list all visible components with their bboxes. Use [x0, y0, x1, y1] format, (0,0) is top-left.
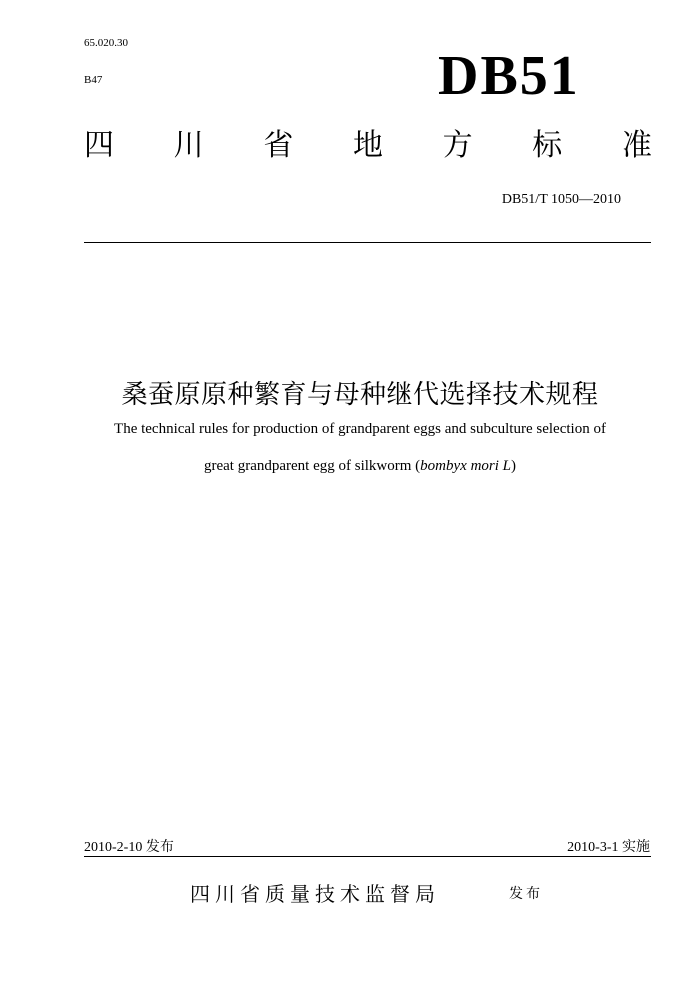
- standard-type-char: 川: [173, 128, 204, 163]
- species-name: bombyx mori L: [420, 458, 511, 474]
- bottom-divider: [84, 856, 651, 857]
- chinese-title: 桑蚕原原种繁育与母种继代选择技术规程: [121, 380, 599, 410]
- issue-date: [84, 836, 174, 856]
- ccs-code: B47: [84, 74, 103, 86]
- standard-type-char: 准: [621, 128, 652, 163]
- english-title-line2-suffix: ): [511, 458, 516, 474]
- issuing-authority-suffix: 发布: [509, 886, 543, 902]
- english-title-line2-prefix: great grandparent egg of silkworm (: [203, 458, 421, 474]
- standard-type-char: 四: [84, 128, 114, 163]
- top-divider: [84, 242, 651, 243]
- english-title-line1: The technical rules for production of grandparent eggs and subculture selection of: [114, 421, 606, 437]
- implement-date: [567, 836, 650, 856]
- issuing-authority: 四川省质量技术监督局: [190, 882, 440, 906]
- issue-date-value: 2010-2-10: [84, 840, 143, 855]
- standard-type-char: 标: [532, 128, 563, 163]
- english-title-line2: [0, 458, 700, 475]
- implement-date-value: 2010-3-1: [567, 840, 619, 855]
- standard-number: DB51/T 1050—2010: [501, 192, 621, 207]
- standard-type-char: 方: [442, 128, 473, 163]
- issue-date-label: 发布: [145, 839, 174, 855]
- ics-code: 65.020.30: [84, 37, 128, 49]
- standard-type-title: [84, 128, 652, 163]
- db-mark: DB51: [438, 45, 580, 107]
- standard-type-char: 省: [263, 128, 294, 163]
- implement-date-label: 实施: [622, 839, 650, 855]
- standard-type-char: 地: [352, 128, 383, 163]
